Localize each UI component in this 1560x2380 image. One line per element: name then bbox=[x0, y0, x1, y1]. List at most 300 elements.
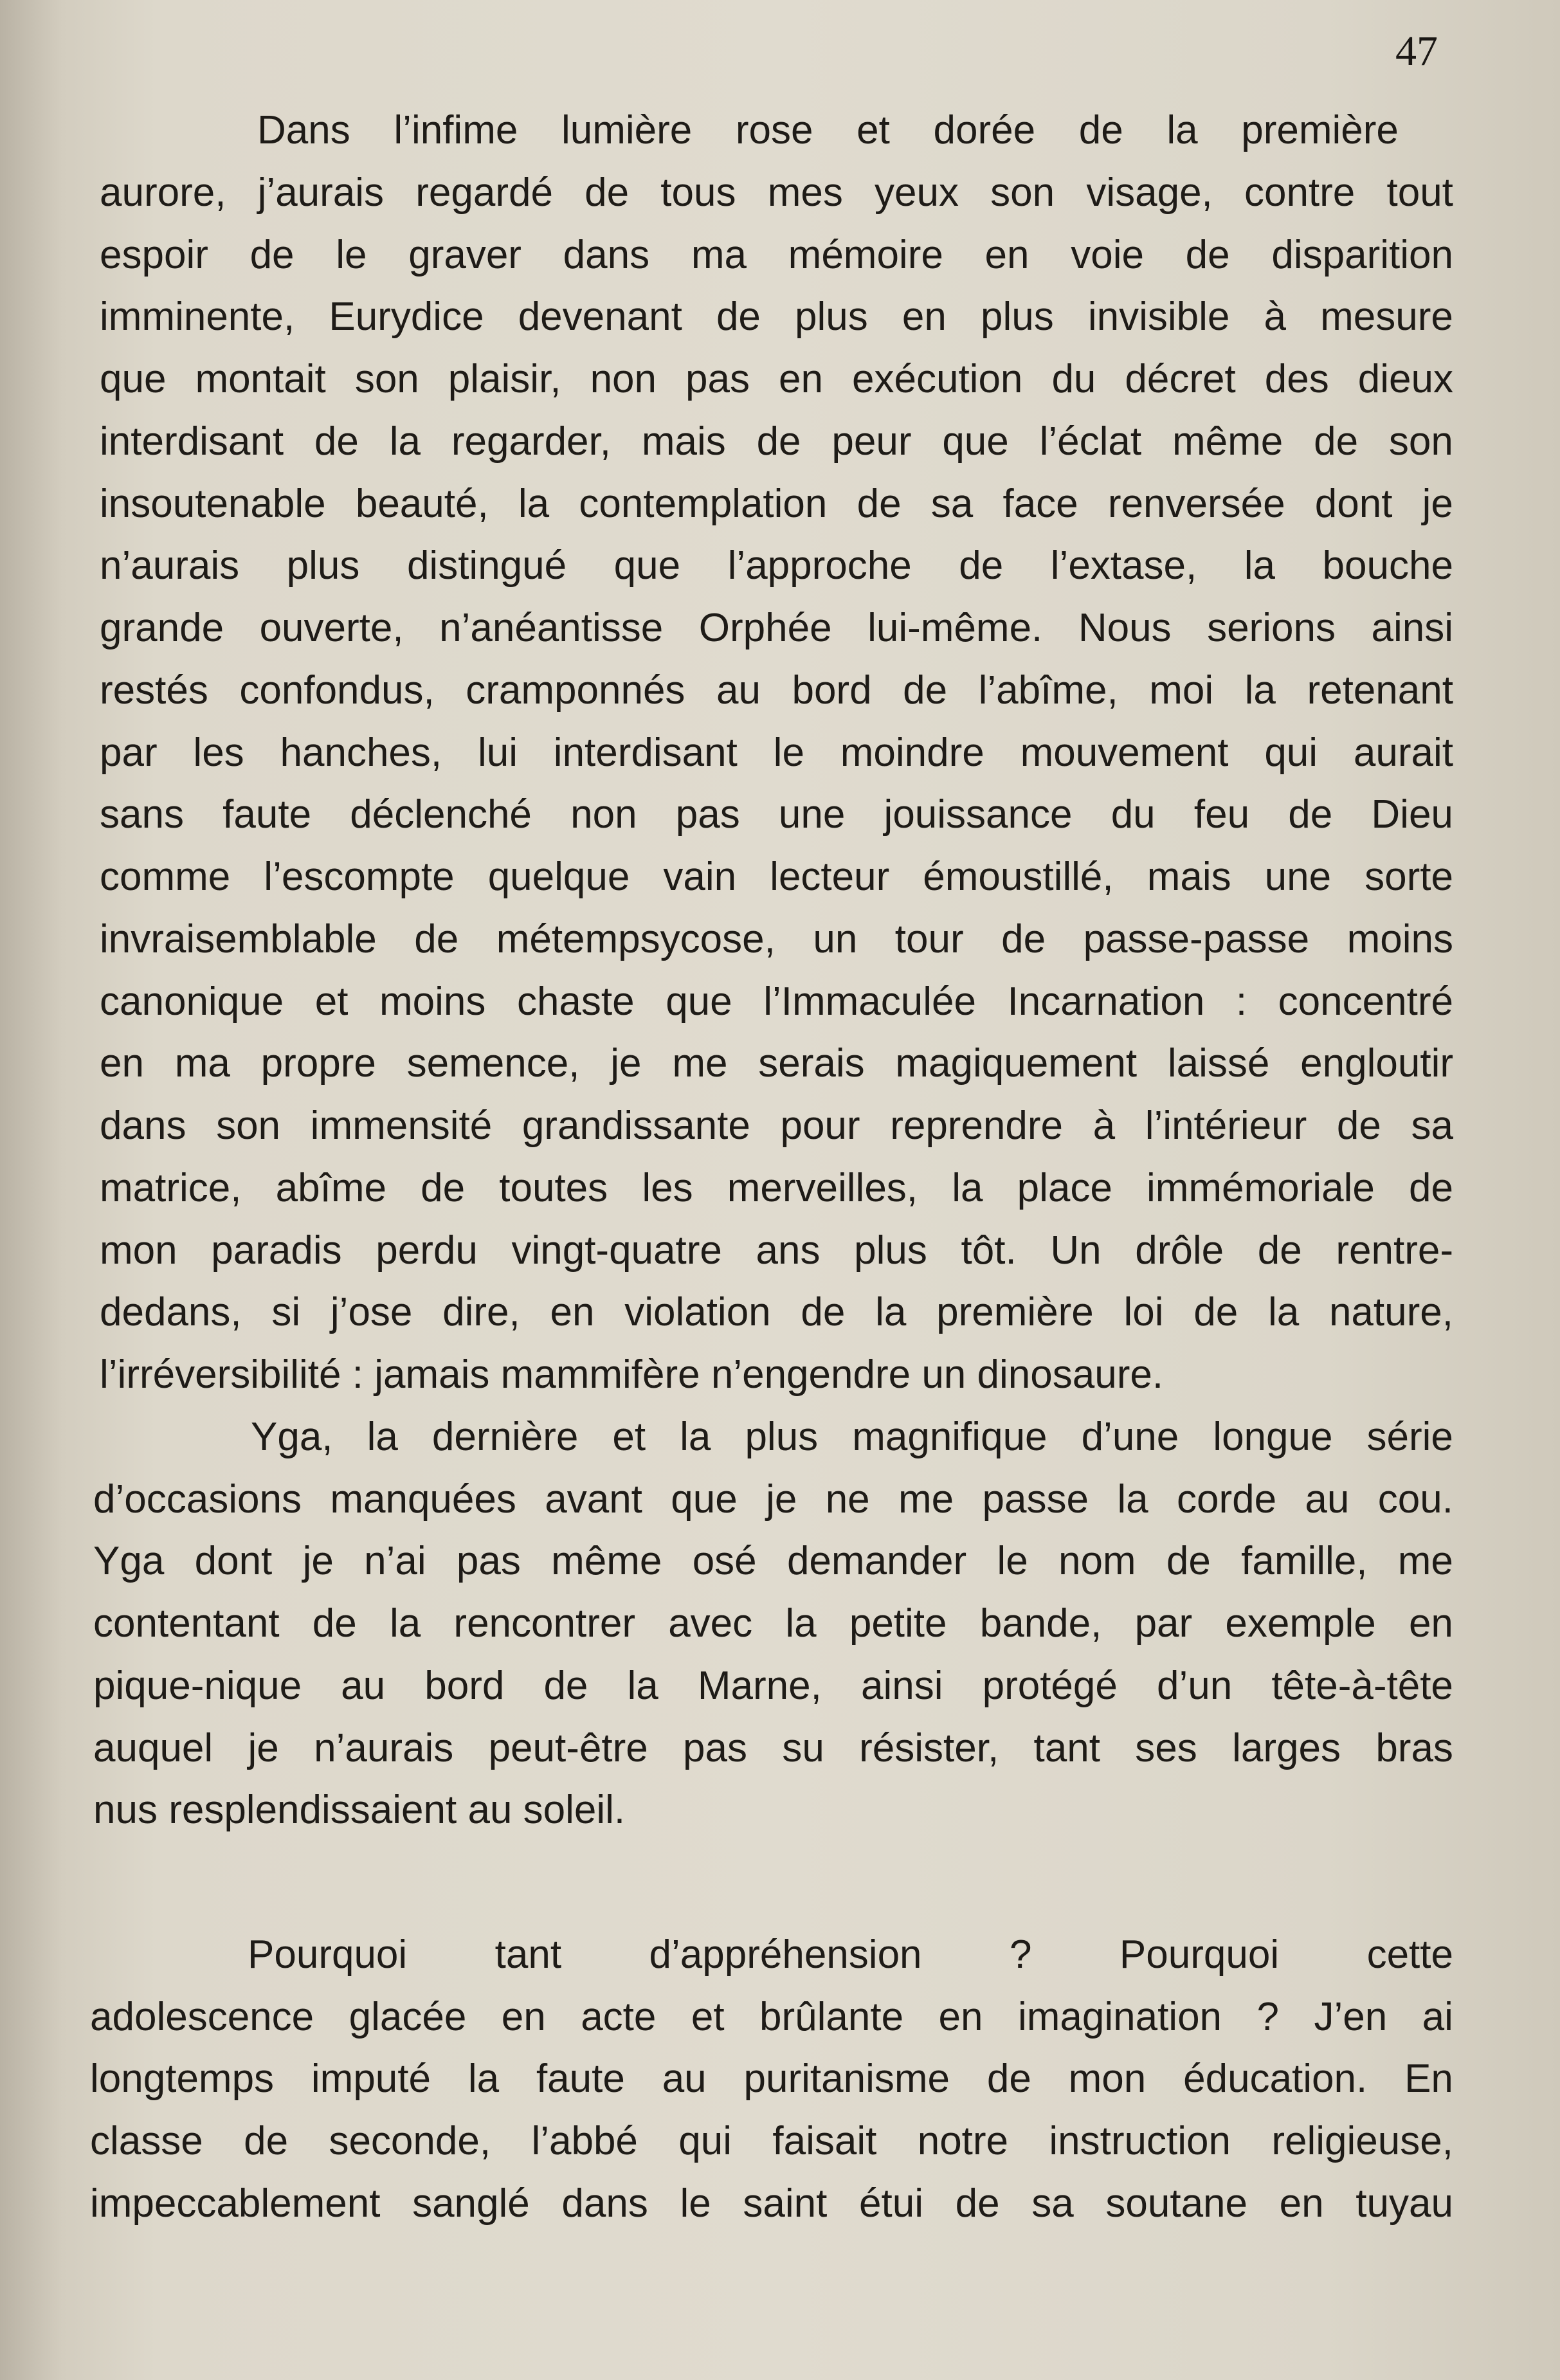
word: magiquement bbox=[895, 1041, 1138, 1086]
word: Pourquoi bbox=[248, 1932, 408, 1977]
word: : bbox=[1235, 979, 1247, 1024]
text-line bbox=[100, 1225, 1453, 1276]
word: Yga, bbox=[251, 1415, 333, 1459]
word: puritanisme bbox=[743, 2057, 950, 2101]
word: serais bbox=[758, 1041, 865, 1086]
word: de bbox=[585, 170, 630, 215]
word: corde bbox=[1176, 1477, 1277, 1522]
word: de bbox=[414, 917, 459, 961]
word: tôt. bbox=[961, 1228, 1017, 1273]
word: qui bbox=[1264, 731, 1318, 775]
word: son bbox=[354, 357, 419, 401]
word: que bbox=[671, 1477, 738, 1522]
word: sorte bbox=[1365, 855, 1453, 899]
text-line: nus resplendissaient au soleil. bbox=[93, 1788, 626, 1832]
word: grande bbox=[100, 606, 224, 650]
word: décret bbox=[1125, 357, 1236, 401]
word: immémoriale bbox=[1146, 1166, 1375, 1210]
word: voie bbox=[1071, 233, 1144, 277]
word: notre bbox=[917, 2119, 1009, 2163]
word: le bbox=[997, 1539, 1028, 1583]
text-line bbox=[100, 1100, 1453, 1152]
word: de bbox=[986, 2057, 1031, 2101]
word: un bbox=[813, 917, 858, 961]
word: et bbox=[857, 108, 890, 152]
word: Orphée bbox=[698, 606, 832, 650]
word: j’ose bbox=[330, 1290, 413, 1334]
word: passe-passe bbox=[1083, 917, 1310, 961]
word: lecteur bbox=[770, 855, 890, 899]
word: canonique bbox=[100, 979, 284, 1024]
word: la bbox=[1267, 1290, 1300, 1334]
word: l’éclat bbox=[1039, 419, 1142, 464]
word: dans bbox=[563, 233, 650, 277]
word: de bbox=[312, 1601, 357, 1646]
word: contemplation bbox=[579, 482, 828, 526]
word: en bbox=[501, 1995, 546, 2039]
word: ? bbox=[1256, 1995, 1279, 2039]
word: je bbox=[248, 1726, 279, 1770]
word: sanglé bbox=[412, 2181, 530, 2226]
word: mon bbox=[1068, 2057, 1147, 2101]
word: plus bbox=[286, 543, 360, 588]
word: la bbox=[952, 1166, 983, 1210]
word: violation bbox=[624, 1290, 771, 1334]
text-line bbox=[100, 914, 1453, 965]
word: ouverte, bbox=[259, 606, 404, 650]
word: dedans, bbox=[100, 1290, 242, 1334]
word: mes bbox=[767, 170, 843, 215]
word: brûlante bbox=[759, 1995, 904, 2039]
word: l’abîme, bbox=[978, 668, 1118, 713]
word: la bbox=[1166, 108, 1198, 152]
word: au bbox=[1305, 1477, 1350, 1522]
word: pique-nique bbox=[93, 1664, 302, 1708]
word: vain bbox=[663, 855, 737, 899]
word: ? bbox=[1009, 1932, 1032, 1977]
word: de bbox=[959, 543, 1004, 588]
word: laissé bbox=[1167, 1041, 1270, 1086]
word: n’aurais bbox=[314, 1726, 454, 1770]
word: de bbox=[244, 2119, 289, 2163]
word: par bbox=[100, 731, 158, 775]
word: me bbox=[898, 1477, 954, 1522]
word: abîme bbox=[275, 1166, 386, 1210]
word: tout bbox=[1386, 170, 1453, 215]
word: ma bbox=[691, 233, 747, 277]
word: regarder, bbox=[451, 419, 611, 464]
word: insoutenable bbox=[100, 482, 326, 526]
word: une bbox=[1264, 855, 1332, 899]
word: pas bbox=[456, 1539, 521, 1583]
word: grandissante bbox=[522, 1104, 750, 1148]
word: adolescence bbox=[90, 1995, 314, 2039]
word: faute bbox=[536, 2057, 625, 2101]
word: hanches, bbox=[280, 731, 442, 775]
word: j’aurais bbox=[257, 170, 385, 215]
word: perdu bbox=[376, 1228, 478, 1273]
word: mon bbox=[100, 1228, 177, 1273]
word: la bbox=[785, 1601, 817, 1646]
word: je bbox=[1422, 482, 1453, 526]
word: même bbox=[1172, 419, 1283, 464]
word: éducation. bbox=[1183, 2057, 1368, 2101]
word: de bbox=[1078, 108, 1123, 152]
word: Pourquoi bbox=[1119, 1932, 1280, 1977]
word: avant bbox=[545, 1477, 642, 1522]
word: n’anéantisse bbox=[439, 606, 664, 650]
word: résister, bbox=[859, 1726, 999, 1770]
word: dont bbox=[1314, 482, 1393, 526]
word: ma bbox=[174, 1041, 230, 1086]
word: feu bbox=[1193, 792, 1250, 837]
word: que bbox=[942, 419, 1009, 464]
word: concentré bbox=[1278, 979, 1453, 1024]
word: non bbox=[590, 357, 657, 401]
word: protégé bbox=[982, 1664, 1118, 1708]
word: merveilles, bbox=[727, 1166, 918, 1210]
word: l’intérieur bbox=[1145, 1104, 1307, 1148]
word: de bbox=[1314, 419, 1359, 464]
word: manquées bbox=[330, 1477, 516, 1522]
word: peut-être bbox=[488, 1726, 648, 1770]
text-line bbox=[251, 1412, 1453, 1463]
word: tous bbox=[660, 170, 736, 215]
word: la bbox=[367, 1415, 398, 1459]
word: dorée bbox=[933, 108, 1036, 152]
word: retenant bbox=[1307, 668, 1453, 713]
word: en bbox=[550, 1290, 595, 1334]
word: jouissance bbox=[884, 792, 1073, 837]
word: place bbox=[1017, 1166, 1112, 1210]
text-line bbox=[100, 976, 1453, 1028]
word: de bbox=[1408, 1166, 1453, 1210]
word: avec bbox=[668, 1601, 753, 1646]
word: n’aurais bbox=[100, 543, 240, 588]
text-line bbox=[100, 789, 1453, 840]
text-line bbox=[100, 291, 1453, 343]
word: la bbox=[680, 1415, 711, 1459]
word: même bbox=[551, 1539, 662, 1583]
word: la bbox=[389, 419, 421, 464]
word: au bbox=[662, 2057, 707, 2101]
word: invraisemblable bbox=[100, 917, 377, 961]
word: le bbox=[336, 233, 367, 277]
word: bande, bbox=[979, 1601, 1102, 1646]
word: de bbox=[421, 1166, 466, 1210]
word: saint bbox=[743, 2181, 828, 2226]
word: paradis bbox=[211, 1228, 342, 1273]
word: d’occasions bbox=[93, 1477, 302, 1522]
word: moi bbox=[1149, 668, 1214, 713]
word: seconde, bbox=[329, 2119, 491, 2163]
word: plus bbox=[981, 295, 1054, 339]
word: de bbox=[756, 419, 801, 464]
word: de bbox=[801, 1290, 846, 1334]
word: ai bbox=[1422, 1995, 1453, 2039]
word: la bbox=[1117, 1477, 1148, 1522]
text-line bbox=[90, 2178, 1453, 2230]
word: visage, bbox=[1086, 170, 1213, 215]
word: cette bbox=[1366, 1932, 1453, 1977]
word: yeux bbox=[875, 170, 959, 215]
word: confondus, bbox=[239, 668, 435, 713]
word: espoir bbox=[100, 233, 208, 277]
word: religieuse, bbox=[1271, 2119, 1453, 2163]
page-number: 47 bbox=[1395, 28, 1438, 75]
text-line bbox=[248, 1929, 1453, 1981]
word: plus bbox=[854, 1228, 927, 1273]
word: aurore, bbox=[100, 170, 226, 215]
word: son bbox=[216, 1104, 281, 1148]
word: en bbox=[1279, 2181, 1324, 2226]
word: je bbox=[766, 1477, 797, 1522]
word: d’un bbox=[1156, 1664, 1233, 1708]
word: plaisir, bbox=[448, 357, 561, 401]
text-line bbox=[90, 2053, 1453, 2105]
word: la bbox=[875, 1290, 907, 1334]
word: pas bbox=[675, 792, 740, 837]
word: bord bbox=[792, 668, 872, 713]
word: que bbox=[613, 543, 681, 588]
word: tête-à-tête bbox=[1271, 1664, 1453, 1708]
word: sans bbox=[100, 792, 184, 837]
word: acte bbox=[581, 1995, 657, 2039]
word: l’escompte bbox=[264, 855, 455, 899]
word: rencontrer bbox=[453, 1601, 635, 1646]
word: d’une bbox=[1081, 1415, 1179, 1459]
word: bouche bbox=[1322, 543, 1453, 588]
word: classe bbox=[90, 2119, 203, 2163]
text-line bbox=[93, 1536, 1453, 1587]
word: son bbox=[990, 170, 1055, 215]
text-line: l’irréversibilité : jamais mammifère n’engendre un dinosaure. bbox=[100, 1352, 1164, 1397]
word: son bbox=[1388, 419, 1453, 464]
text-line bbox=[93, 1474, 1453, 1525]
word: imagination bbox=[1017, 1995, 1222, 2039]
word: larges bbox=[1232, 1726, 1341, 1770]
word: loi bbox=[1123, 1290, 1164, 1334]
word: cramponnés bbox=[466, 668, 685, 713]
word: Incarnation bbox=[1007, 979, 1205, 1024]
word: au bbox=[341, 1664, 386, 1708]
word: En bbox=[1404, 2057, 1453, 2101]
word: exemple bbox=[1225, 1601, 1376, 1646]
word: exécution bbox=[852, 357, 1023, 401]
word: dernière bbox=[431, 1415, 579, 1459]
word: Un bbox=[1050, 1228, 1102, 1273]
word: des bbox=[1264, 357, 1329, 401]
word: longue bbox=[1213, 1415, 1333, 1459]
word: Marne, bbox=[697, 1664, 822, 1708]
word: mesure bbox=[1320, 295, 1453, 339]
word: beauté, bbox=[355, 482, 489, 526]
word: imputé bbox=[311, 2057, 431, 2101]
word: la bbox=[389, 1601, 421, 1646]
word: émoustillé, bbox=[923, 855, 1114, 899]
word: du bbox=[1111, 792, 1156, 837]
word: du bbox=[1051, 357, 1096, 401]
word: la bbox=[1244, 543, 1276, 588]
word: su bbox=[782, 1726, 824, 1770]
word: l’approche bbox=[727, 543, 912, 588]
word: en bbox=[902, 295, 947, 339]
word: lumière bbox=[561, 108, 693, 152]
word: interdisant bbox=[100, 419, 284, 464]
word: en bbox=[938, 1995, 983, 2039]
word: contentant bbox=[93, 1601, 280, 1646]
word: déclenché bbox=[350, 792, 532, 837]
word: face bbox=[1002, 482, 1078, 526]
text-line bbox=[100, 603, 1453, 654]
text-line bbox=[93, 1723, 1453, 1774]
word: la bbox=[627, 1664, 658, 1708]
word: sa bbox=[1031, 2181, 1074, 2226]
word: Nous bbox=[1078, 606, 1172, 650]
word: pas bbox=[683, 1726, 748, 1770]
word: par bbox=[1134, 1601, 1193, 1646]
word: Yga bbox=[93, 1539, 165, 1583]
word: rose bbox=[735, 108, 813, 152]
word: peur bbox=[831, 419, 912, 464]
word: restés bbox=[100, 668, 208, 713]
word: en bbox=[984, 233, 1029, 277]
word: si bbox=[271, 1290, 301, 1334]
word: la bbox=[1244, 668, 1276, 713]
word: dieux bbox=[1357, 357, 1453, 401]
word: de bbox=[716, 295, 761, 339]
word: en bbox=[100, 1041, 144, 1086]
word: les bbox=[642, 1166, 693, 1210]
word: devenant bbox=[518, 295, 682, 339]
word: lui bbox=[477, 731, 518, 775]
word: dont bbox=[194, 1539, 273, 1583]
word: drôle bbox=[1135, 1228, 1224, 1273]
word: métempsycose, bbox=[496, 917, 775, 961]
word: moins bbox=[379, 979, 486, 1024]
text-line bbox=[100, 1287, 1453, 1338]
word: me bbox=[672, 1041, 728, 1086]
word: dans bbox=[100, 1104, 186, 1148]
word: cou. bbox=[1377, 1477, 1453, 1522]
word: la bbox=[518, 482, 550, 526]
word: n’ai bbox=[364, 1539, 426, 1583]
word: faute bbox=[222, 792, 312, 837]
word: passe bbox=[982, 1477, 1089, 1522]
word: engloutir bbox=[1300, 1041, 1453, 1086]
word: de bbox=[857, 482, 902, 526]
word: non bbox=[570, 792, 637, 837]
word: disparition bbox=[1271, 233, 1453, 277]
word: le bbox=[773, 731, 804, 775]
text-line bbox=[100, 1163, 1453, 1214]
word: bras bbox=[1375, 1726, 1453, 1770]
word: ainsi bbox=[1371, 606, 1453, 650]
word: au bbox=[716, 668, 761, 713]
text-line bbox=[93, 1598, 1453, 1649]
word: de bbox=[1185, 233, 1230, 277]
word: plus bbox=[795, 295, 868, 339]
word: tant bbox=[1033, 1726, 1100, 1770]
text-line bbox=[100, 851, 1453, 903]
word: à bbox=[1264, 295, 1287, 339]
text-line bbox=[100, 1038, 1453, 1089]
text-line bbox=[100, 416, 1453, 468]
word: interdisant bbox=[553, 731, 738, 775]
word: graver bbox=[408, 233, 522, 277]
word: immensité bbox=[310, 1104, 493, 1148]
word: de bbox=[955, 2181, 1000, 2226]
word: et bbox=[314, 979, 349, 1024]
word: première bbox=[936, 1290, 1094, 1334]
word: mais bbox=[1147, 855, 1231, 899]
word: les bbox=[193, 731, 244, 775]
word: pour bbox=[780, 1104, 860, 1148]
word: instruction bbox=[1049, 2119, 1231, 2163]
word: de bbox=[314, 419, 359, 464]
word: de bbox=[1166, 1539, 1211, 1583]
word: impeccablement bbox=[90, 2181, 381, 2226]
word: ans bbox=[756, 1228, 821, 1273]
text-line bbox=[100, 167, 1453, 219]
word: le bbox=[680, 2181, 711, 2226]
word: imminente, bbox=[100, 295, 295, 339]
word: longtemps bbox=[90, 2057, 275, 2101]
word: distingué bbox=[406, 543, 567, 588]
word: et bbox=[691, 1995, 725, 2039]
word: toutes bbox=[499, 1166, 608, 1210]
word: ainsi bbox=[860, 1664, 943, 1708]
text-line bbox=[100, 354, 1453, 405]
word: qui bbox=[678, 2119, 732, 2163]
word: la bbox=[467, 2057, 500, 2101]
word: reprendre bbox=[890, 1104, 1064, 1148]
word: de bbox=[1336, 1104, 1381, 1148]
word: étui bbox=[859, 2181, 923, 2226]
word: une bbox=[778, 792, 846, 837]
word: de bbox=[1288, 792, 1333, 837]
text-line bbox=[90, 2116, 1453, 2167]
word: de bbox=[543, 1664, 588, 1708]
word: tuyau bbox=[1356, 2181, 1453, 2226]
word: me bbox=[1397, 1539, 1453, 1583]
word: petite bbox=[849, 1601, 947, 1646]
word: de bbox=[903, 668, 948, 713]
word: de bbox=[249, 233, 295, 277]
word: Eurydice bbox=[329, 295, 484, 339]
word: demander bbox=[786, 1539, 967, 1583]
word: que bbox=[666, 979, 732, 1024]
word: d’appréhension bbox=[649, 1932, 922, 1977]
word: J’en bbox=[1314, 1995, 1388, 2039]
word: bord bbox=[424, 1664, 505, 1708]
word: que bbox=[100, 357, 167, 401]
word: serions bbox=[1207, 606, 1336, 650]
word: mémoire bbox=[788, 233, 943, 277]
word: plus bbox=[745, 1415, 819, 1459]
word: pas bbox=[685, 357, 750, 401]
word: l’Immaculée bbox=[763, 979, 976, 1024]
word: dire, bbox=[442, 1290, 520, 1334]
word: à bbox=[1093, 1104, 1116, 1148]
word: osé bbox=[692, 1539, 757, 1583]
word: mais bbox=[641, 419, 726, 464]
word: en bbox=[779, 357, 823, 401]
word: l’infime bbox=[394, 108, 518, 152]
word: de bbox=[1193, 1290, 1238, 1334]
word: et bbox=[612, 1415, 646, 1459]
word: propre bbox=[260, 1041, 376, 1086]
